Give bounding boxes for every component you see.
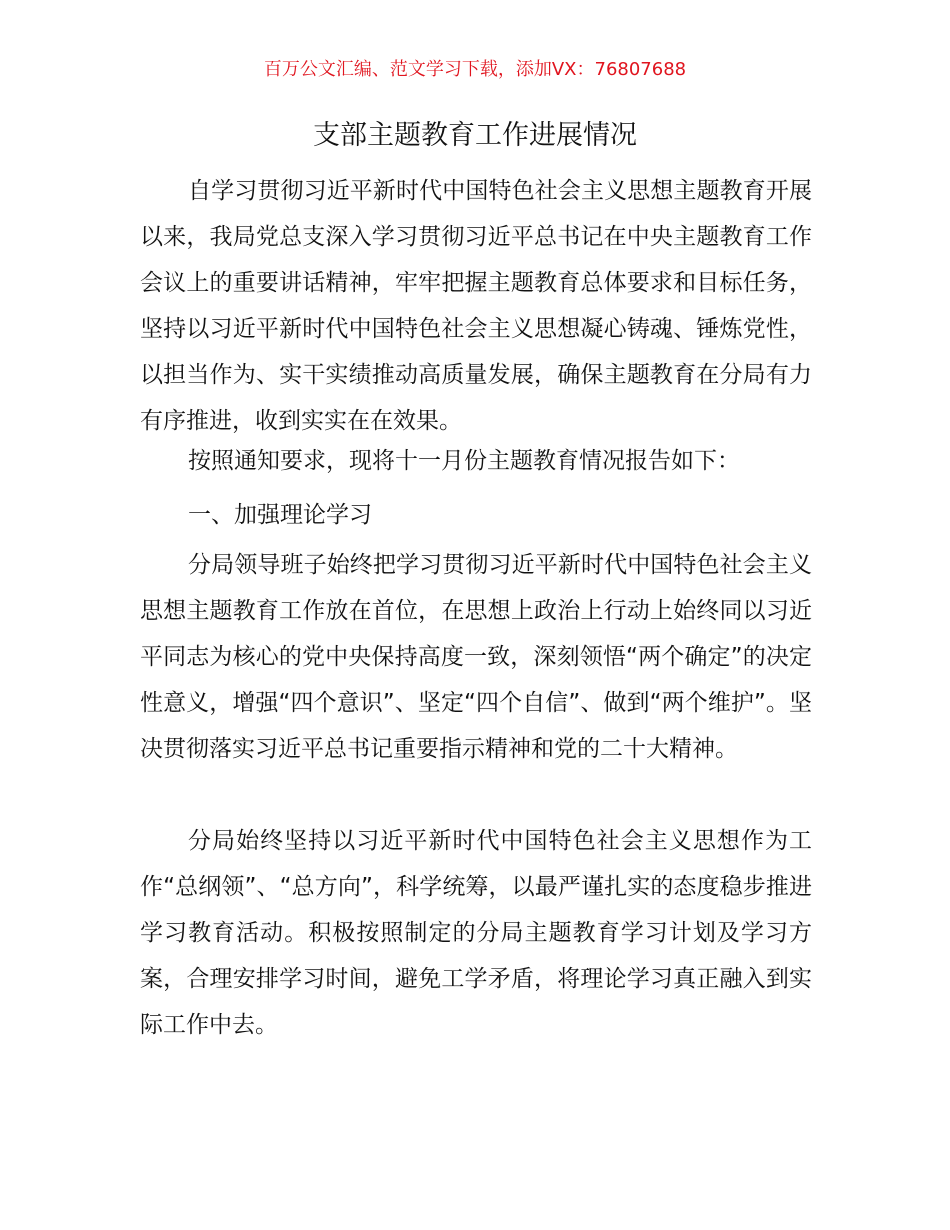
paragraph-report-notice: 按照通知要求，现将十一月份主题教育情况报告如下： <box>188 448 740 474</box>
paragraph-study-plan: 分局始终坚持以习近平新时代中国特色社会主义思想作为工作“总纲领”、“总方向”，科学统筹，以最严谨扎实的态度稳步推进学习教育活动。积极按照制定的分局主题教育学习计划及学习方案，合理安排学习时间，避免工学矛盾，将理论学习真正融入到实际工作中去。 <box>140 828 812 1038</box>
paragraph-leadership-study: 分局领导班子始终把学习贯彻习近平新时代中国特色社会主义思想主题教育工作放在首位，在思想上政治上行动上始终同以习近平同志为核心的党中央保持高度一致，深刻领悟“两个确定”的决定性意义，增强“四个意识”、坚定“四个自信”、做到“两个维护”。坚决贯彻落实习近平总书记重要指示精神和党的二十大精神。 <box>140 552 812 762</box>
section-heading-theory-study: 一、加强理论学习 <box>188 502 372 528</box>
header-banner: 百万公文汇编、范文学习下载，添加VX：76807688 <box>263 59 687 80</box>
document-title: 支部主题教育工作进展情况 <box>313 120 637 151</box>
paragraph-intro: 自学习贯彻习近平新时代中国特色社会主义思想主题教育开展以来，我局党总支深入学习贯彻习近平总书记在中央主题教育工作会议上的重要讲话精神，牢牢把握主题教育总体要求和目标任务，坚持以习近平新时代中国特色社会主义思想凝心铸魂、锤炼党性，以担当作为、实干实绩推动高质量发展，确保主题教育在分局有力有序推进，收到实实在在效果。 <box>140 178 812 434</box>
